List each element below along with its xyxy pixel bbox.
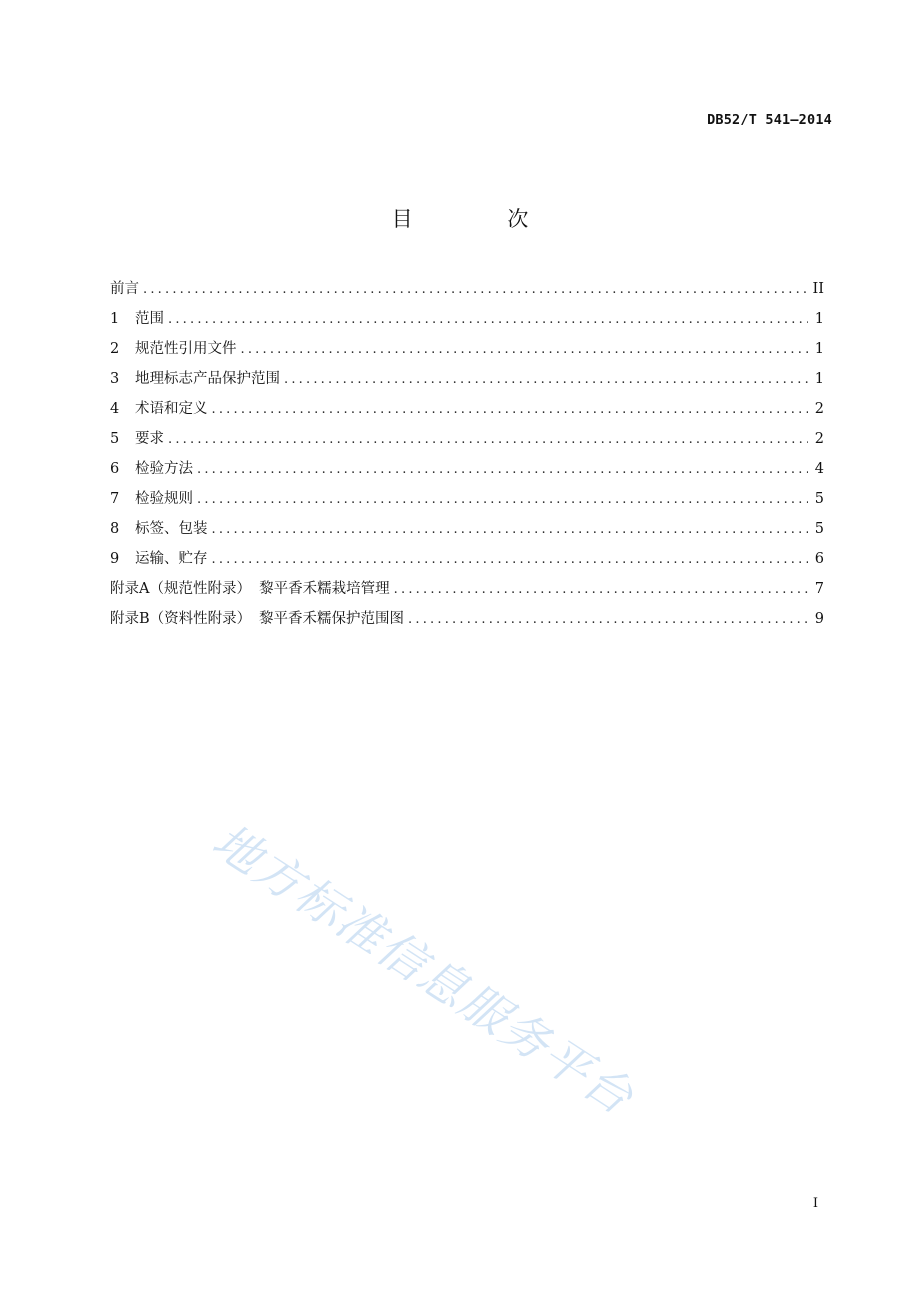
toc-entry-number: 8 [110, 521, 120, 537]
toc-entry-requirements[interactable] [110, 428, 824, 458]
toc-leader-dots [408, 609, 808, 631]
toc-entry-page: 1 [814, 371, 824, 387]
toc-entry-number: 4 [110, 401, 120, 417]
toc-entry-number: 7 [110, 491, 120, 507]
toc-entry-page: 9 [814, 611, 824, 627]
toc-entry-sublabel: 黎平香禾糯栽培管理 [259, 581, 390, 597]
toc-entry-page: II [812, 281, 824, 297]
toc-entry-label: 标签、包装 [135, 521, 208, 537]
toc-entry-page: 7 [814, 581, 824, 597]
toc-entry-page: 5 [814, 491, 824, 507]
toc-leader-dots [241, 339, 809, 361]
toc-entry-number: 2 [110, 341, 120, 357]
toc-entry-terms-definitions[interactable] [110, 398, 824, 428]
toc-leader-dots [212, 549, 809, 571]
toc-entry-sublabel: 黎平香禾糯保护范围图 [259, 611, 405, 627]
toc-entry-transport-storage[interactable] [110, 548, 824, 578]
toc-entry-page: 1 [814, 311, 824, 327]
toc-leader-dots [212, 399, 809, 421]
toc-entry-label: 附录A（规范性附录） [110, 581, 251, 597]
toc-entry-number: 5 [110, 431, 120, 447]
table-of-contents [110, 278, 824, 638]
toc-entry-label: 前言 [110, 281, 139, 297]
toc-entry-label: 附录B（资料性附录） [110, 611, 252, 627]
toc-entry-page: 2 [814, 401, 824, 417]
toc-entry-number: 1 [110, 311, 120, 327]
toc-entry-label: 术语和定义 [135, 401, 208, 417]
toc-entry-labeling-packaging[interactable] [110, 518, 824, 548]
toc-entry-appendix-b[interactable] [110, 608, 824, 638]
toc-entry-test-methods[interactable] [110, 458, 824, 488]
toc-entry-label: 地理标志产品保护范围 [135, 371, 280, 387]
toc-entry-page: 2 [814, 431, 824, 447]
toc-entry-number: 6 [110, 461, 120, 477]
toc-entry-page: 4 [814, 461, 824, 477]
page-number: I [812, 1196, 818, 1211]
toc-entry-appendix-a[interactable] [110, 578, 824, 608]
toc-entry-scope[interactable] [110, 308, 824, 338]
toc-entry-label: 检验方法 [135, 461, 193, 477]
toc-leader-dots [143, 279, 807, 301]
page-title: 目 次 [391, 207, 573, 231]
toc-entry-label: 检验规则 [135, 491, 193, 507]
toc-entry-page: 1 [814, 341, 824, 357]
toc-entry-number: 3 [110, 371, 120, 387]
toc-entry-inspection-rules[interactable] [110, 488, 824, 518]
watermark: 地方标准信息服务平台 [202, 813, 644, 1127]
toc-leader-dots [197, 489, 808, 511]
toc-entry-protection-scope[interactable] [110, 368, 824, 398]
toc-entry-label: 规范性引用文件 [135, 341, 237, 357]
toc-entry-number: 9 [110, 551, 120, 567]
toc-entry-foreword[interactable] [110, 278, 824, 308]
toc-leader-dots [168, 429, 808, 451]
toc-entry-normative-references[interactable] [110, 338, 824, 368]
toc-entry-label: 要求 [135, 431, 164, 447]
toc-leader-dots [212, 519, 809, 541]
toc-leader-dots [394, 579, 808, 601]
toc-entry-page: 6 [814, 551, 824, 567]
standard-code: DB52/T 541—2014 [707, 112, 832, 128]
toc-entry-page: 5 [814, 521, 824, 537]
toc-leader-dots [168, 309, 808, 331]
toc-leader-dots [284, 369, 808, 391]
toc-entry-label: 范围 [135, 311, 164, 327]
toc-entry-label: 运输、贮存 [135, 551, 208, 567]
toc-leader-dots [197, 459, 808, 481]
